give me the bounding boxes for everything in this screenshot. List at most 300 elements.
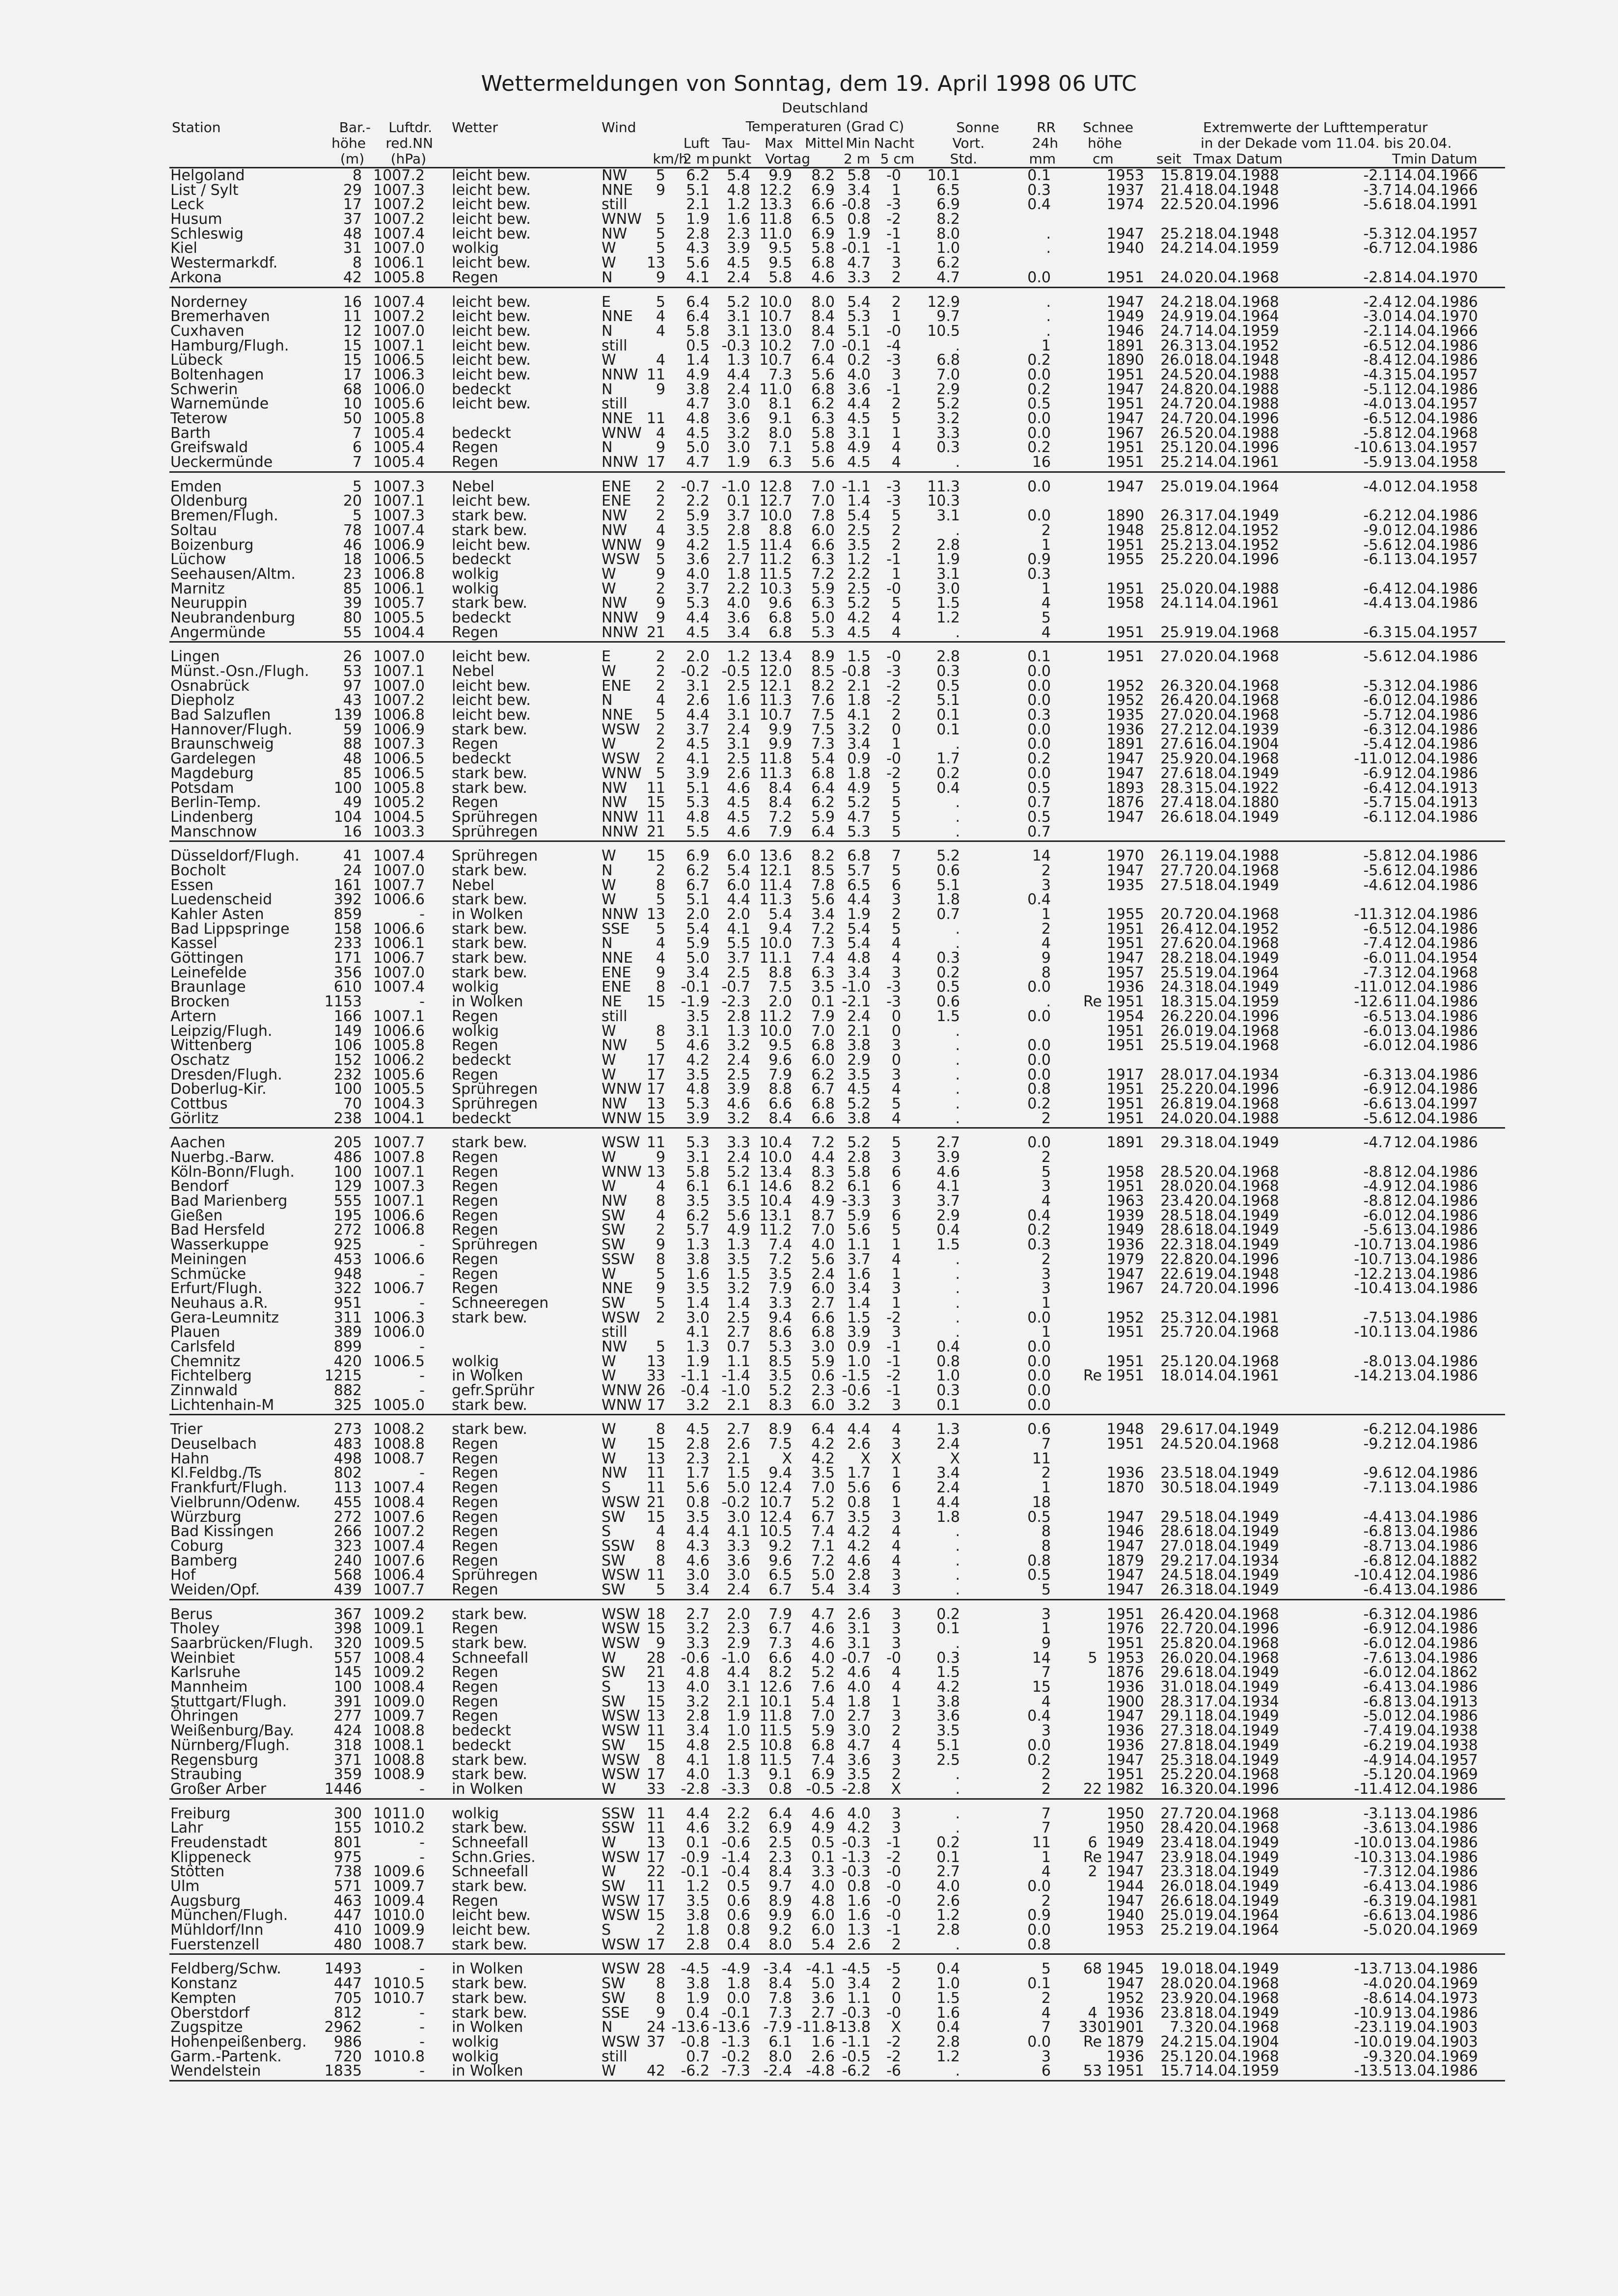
station-name: Boizenburg: [170, 536, 254, 554]
temp-min: 6.1: [847, 1178, 871, 1195]
temp-mean: 7.4: [811, 1751, 835, 1769]
station-name: Berus: [170, 1605, 213, 1623]
barometer-height: 277: [333, 1707, 362, 1725]
temp-mean: 7.0: [811, 478, 835, 495]
temp-night: 3: [891, 1396, 901, 1414]
pressure: 1003.3: [373, 823, 425, 840]
precipitation: 0.8: [1027, 1552, 1051, 1569]
station-name: Schmücke: [170, 1265, 247, 1283]
wind-direction: W: [602, 254, 616, 272]
temp-max: 9.5: [768, 240, 792, 257]
temp-night: 1: [891, 1265, 901, 1283]
wind-direction: still: [602, 337, 628, 354]
dew-point: -0.1: [721, 2004, 750, 2022]
temp-mean: 0.6: [811, 1367, 835, 1385]
temp-mean: 2.7: [811, 1294, 835, 1312]
temp-mean: 7.2: [811, 1552, 835, 1569]
header-luftdruck-1: Luftdr.: [388, 119, 432, 135]
tmin: -6.3: [1363, 1066, 1392, 1083]
wind-speed: 15: [646, 1693, 665, 1710]
temp-air: 4.4: [686, 706, 710, 724]
temp-mean: 4.8: [811, 1892, 835, 1910]
table-row: [169, 1150, 1505, 1165]
tmin: -4.4: [1363, 594, 1392, 612]
station-name: Berlin-Temp.: [170, 794, 261, 811]
station-name: Braunlage: [170, 978, 246, 996]
temp-night: X: [891, 1780, 901, 1798]
temp-max: 10.0: [759, 507, 792, 525]
temp-mean: 6.8: [811, 764, 835, 782]
wind-speed: 8: [656, 978, 665, 996]
dew-point: 4.6: [727, 1095, 750, 1112]
tmax-date: 20.04.1996: [1195, 1007, 1279, 1025]
dew-point: 3.2: [727, 1109, 750, 1127]
temp-min: 3.4: [847, 735, 871, 753]
weather: leicht bew.: [452, 492, 531, 510]
station-name: Chemnitz: [170, 1352, 241, 1370]
table-row: [169, 353, 1505, 368]
weather: Regen: [452, 1664, 498, 1681]
temp-night: 2: [891, 1766, 901, 1783]
sunshine: .: [955, 1567, 960, 1584]
wind-speed: 8: [656, 1751, 665, 1769]
temp-air: 5.5: [686, 823, 710, 840]
barometer-height: 17: [343, 366, 362, 383]
temp-mean: 8.4: [811, 308, 835, 325]
table-row: [169, 723, 1505, 737]
wind-speed: 8: [656, 876, 665, 894]
temp-night: 2: [891, 269, 901, 286]
station-name: Stötten: [170, 1863, 225, 1881]
temp-air: 0.1: [686, 1834, 710, 1851]
tmax: 26.3: [1160, 677, 1193, 695]
precipitation: 0.4: [1027, 196, 1051, 214]
barometer-height: 149: [333, 1022, 362, 1040]
tmax-date: 12.04.1939: [1195, 721, 1279, 738]
record-since: 1953: [1106, 1649, 1144, 1667]
temp-mean: 5.4: [811, 1581, 835, 1598]
sunshine: 6.9: [936, 196, 960, 214]
tmin: -6.9: [1363, 764, 1392, 782]
tmax: 25.9: [1160, 750, 1193, 768]
barometer-height: 322: [333, 1280, 362, 1297]
tmax: 27.6: [1160, 764, 1193, 782]
temp-mean: 7.3: [811, 935, 835, 952]
pressure: -: [419, 1834, 425, 1851]
temp-night: -0: [886, 1863, 901, 1881]
temp-mean: 6.3: [811, 964, 835, 981]
weather: Regen: [452, 1581, 498, 1598]
precipitation: 0.0: [1027, 1066, 1051, 1083]
wind-direction: N: [602, 692, 613, 709]
station-name: Warnemünde: [170, 395, 269, 413]
station-name: Aachen: [170, 1134, 225, 1152]
temp-min: 4.4: [847, 1421, 871, 1438]
temp-min: 1.6: [847, 1265, 871, 1283]
station-name: Lüchow: [170, 551, 226, 568]
header-seit: seit: [1156, 151, 1181, 167]
tmin: -13.5: [1354, 2062, 1392, 2080]
temp-night: -4: [886, 337, 901, 354]
wind-speed: 5: [656, 293, 665, 311]
precipitation: 3: [1041, 1722, 1051, 1740]
wind-direction: NNW: [602, 823, 638, 840]
record-since: 1951: [1106, 1080, 1144, 1098]
tmin: -10.0: [1354, 2033, 1392, 2051]
temp-night: -1: [886, 225, 901, 243]
weather: stark bew.: [452, 920, 527, 938]
temp-air: 3.1: [686, 1149, 710, 1166]
tmax-date: 20.04.1988: [1195, 395, 1279, 413]
tmax: 16.3: [1160, 1780, 1193, 1798]
tmax-date: 20.04.1996: [1195, 1620, 1279, 1638]
wind-speed: 9: [656, 1635, 665, 1652]
tmax: 26.6: [1160, 808, 1193, 826]
station-name: Erfurt/Flugh.: [170, 1280, 263, 1297]
tmin: -4.0: [1363, 395, 1392, 413]
tmax: 25.0: [1160, 478, 1193, 495]
wind-direction: NW: [602, 779, 628, 797]
precipitation: 0.0: [1027, 978, 1051, 996]
station-name: Greifswald: [170, 439, 248, 457]
temp-mean: 0.5: [811, 1834, 835, 1851]
station-name: Münst.-Osn./Flugh.: [170, 663, 309, 680]
temp-mean: 6.5: [811, 211, 835, 228]
temp-mean: 8.5: [811, 663, 835, 680]
tmax-date: 19.04.1964: [1195, 1921, 1279, 1939]
station-name: Konstanz: [170, 1975, 238, 1993]
pressure: 1007.7: [373, 1134, 425, 1152]
barometer-height: 41: [343, 847, 362, 865]
temp-max: 12.4: [759, 1508, 792, 1526]
wind-speed: 17: [646, 1066, 665, 1083]
sunshine: 1.8: [936, 891, 960, 909]
weather: in Wolken: [452, 1780, 523, 1798]
sunshine: .: [955, 1537, 960, 1555]
wind-direction: NW: [602, 1464, 628, 1482]
pressure: 1005.4: [373, 424, 425, 442]
wind-speed: 9: [656, 181, 665, 199]
tmax-date: 18.04.1949: [1195, 949, 1279, 967]
barometer-height: 389: [333, 1324, 362, 1341]
precipitation: 0.0: [1027, 1921, 1051, 1939]
station-name: Neubrandenburg: [170, 609, 296, 626]
wind-speed: 2: [656, 663, 665, 680]
wind-speed: 17: [646, 1936, 665, 1953]
record-since: 1891: [1106, 1134, 1144, 1152]
dew-point: 3.4: [727, 623, 750, 641]
station-name: Carlsfeld: [170, 1338, 236, 1355]
tmax: 25.1: [1160, 1352, 1193, 1370]
wind-speed: 4: [656, 351, 665, 369]
pressure: 1007.0: [373, 677, 425, 695]
station-name: Lindenberg: [170, 808, 253, 826]
tmin-date: 19.04.1903: [1394, 2033, 1478, 2051]
station-name: Boltenhagen: [170, 366, 264, 383]
station-group: [169, 168, 1505, 288]
tmax-date: 18.04.1949: [1195, 1878, 1279, 1895]
temp-air: 4.4: [686, 1805, 710, 1822]
pressure: 1006.8: [373, 1221, 425, 1239]
dew-point: 2.4: [727, 380, 750, 398]
sunshine: 3.1: [936, 507, 960, 525]
temp-night: -3: [886, 663, 901, 680]
tmin: -4.6: [1363, 876, 1392, 894]
dew-point: 2.0: [727, 906, 750, 923]
tmax-date: 14.04.1959: [1195, 322, 1279, 340]
sunshine: .: [955, 1309, 960, 1326]
weather: leicht bew.: [452, 1907, 531, 1924]
station-name: Angermünde: [170, 623, 266, 641]
tmax: 27.0: [1160, 706, 1193, 724]
wind-speed: 13: [646, 1163, 665, 1181]
temp-mean: 6.8: [811, 1736, 835, 1754]
weather: stark bew.: [452, 764, 527, 782]
weather: leicht bew.: [452, 351, 531, 369]
tmin: -4.0: [1363, 1975, 1392, 1993]
weather: Regen: [452, 1435, 498, 1453]
pressure: 1007.4: [373, 293, 425, 311]
tmin-date: 12.04.1986: [1394, 1037, 1478, 1054]
station-name: Weiden/Opf.: [170, 1581, 260, 1598]
station-name: Freiburg: [170, 1805, 231, 1822]
table-row: [169, 1038, 1505, 1053]
weather: Nebel: [452, 663, 494, 680]
precipitation: 1: [1041, 536, 1051, 554]
temp-max: 6.5: [768, 1567, 792, 1584]
temp-night: 3: [891, 1280, 901, 1297]
sunshine: 10.5: [927, 322, 960, 340]
station-name: Luedenscheid: [170, 891, 273, 909]
temp-mean: 6.7: [811, 1508, 835, 1526]
wind-direction: W: [602, 1149, 616, 1166]
tmax-date: 12.04.1952: [1195, 521, 1279, 539]
wind-speed: 15: [646, 1907, 665, 1924]
dew-point: 0.7: [727, 1338, 750, 1355]
temp-mean: 7.1: [811, 1537, 835, 1555]
temp-min: 4.2: [847, 1537, 871, 1555]
temp-min: 2.4: [847, 1007, 871, 1025]
temp-night: -1: [886, 380, 901, 398]
wind-direction: E: [602, 293, 611, 311]
dew-point: 1.5: [727, 1265, 750, 1283]
barometer-height: 55: [343, 623, 362, 641]
tmin-date: 12.04.1986: [1394, 536, 1478, 554]
precipitation: 14: [1032, 1649, 1051, 1667]
pressure: 1006.5: [373, 551, 425, 568]
station-name: Zinnwald: [170, 1382, 238, 1399]
wind-speed: 4: [656, 521, 665, 539]
header-sonne-1: Sonne: [956, 119, 999, 135]
temp-air: 2.2: [686, 492, 710, 510]
temp-min: 3.1: [847, 1635, 871, 1652]
tmax: 24.7: [1160, 395, 1193, 413]
precipitation: 1: [1041, 1620, 1051, 1638]
tmax: 26.0: [1160, 351, 1193, 369]
temp-max: 6.7: [768, 1581, 792, 1598]
dew-point: 0.5: [727, 1878, 750, 1895]
temp-max: 8.9: [768, 1421, 792, 1438]
temp-mean: 3.0: [811, 1338, 835, 1355]
table-row: [169, 1821, 1505, 1836]
tmin-date: 20.04.1969: [1394, 1766, 1478, 1783]
temp-max: 7.9: [768, 1605, 792, 1623]
temp-night: -1: [886, 551, 901, 568]
dew-point: -0.2: [721, 1493, 750, 1511]
tmax-date: 18.04.1949: [1195, 808, 1279, 826]
weather: Regen: [452, 1464, 498, 1482]
tmin-date: 12.04.1986: [1394, 1080, 1478, 1098]
temp-air: 5.1: [686, 181, 710, 199]
precipitation: 4: [1041, 2004, 1051, 2022]
wind-speed: 11: [646, 1134, 665, 1152]
tmin-date: 12.04.1986: [1394, 380, 1478, 398]
tmin: -5.7: [1363, 706, 1392, 724]
wind-direction: SSW: [602, 1537, 635, 1555]
tmin: -5.1: [1363, 1766, 1392, 1783]
dew-point: 2.7: [727, 551, 750, 568]
tmax: 27.2: [1160, 721, 1193, 738]
barometer-height: 311: [333, 1309, 362, 1326]
record-since: 1947: [1106, 1567, 1144, 1584]
dew-point: 0.6: [727, 1907, 750, 1924]
precipitation: 18: [1032, 1493, 1051, 1511]
tmin-date: 14.04.1957: [1394, 1751, 1478, 1769]
tmax: 18.0: [1160, 1367, 1193, 1385]
dew-point: 4.4: [727, 1664, 750, 1681]
tmax: 27.7: [1160, 1805, 1193, 1822]
sunshine: .: [955, 1635, 960, 1652]
barometer-height: 20: [343, 492, 362, 510]
table-row: [169, 1466, 1505, 1481]
temp-night: -2: [886, 1848, 901, 1866]
tmax-date: 14.04.1959: [1195, 240, 1279, 257]
weather: Regen: [452, 1192, 498, 1210]
tmax-date: 15.04.1959: [1195, 993, 1279, 1011]
wind-speed: 13: [646, 1450, 665, 1467]
tmin-date: 12.04.1986: [1394, 1863, 1478, 1881]
temp-min: 4.9: [847, 779, 871, 797]
temp-air: 3.5: [686, 1007, 710, 1025]
tmax-date: 19.04.1948: [1195, 1265, 1279, 1283]
temp-max: 9.5: [768, 1037, 792, 1054]
sunshine: 1.5: [936, 1664, 960, 1681]
weather: leicht bew.: [452, 211, 531, 228]
temp-night: 3: [891, 1508, 901, 1526]
temp-max: 7.2: [768, 1250, 792, 1268]
temp-max: 13.4: [759, 648, 792, 666]
tmax-date: 18.04.1949: [1195, 1960, 1279, 1978]
temp-max: 8.4: [768, 1863, 792, 1881]
table-row: [169, 1495, 1505, 1510]
temp-min: 5.4: [847, 507, 871, 525]
station-name: Diepholz: [170, 692, 235, 709]
tmax: 23.3: [1160, 1863, 1193, 1881]
temp-min: 3.2: [847, 721, 871, 738]
pressure: 1005.0: [373, 1396, 425, 1414]
tmax-date: 20.04.1968: [1195, 1989, 1279, 2007]
dew-point: 4.4: [727, 366, 750, 383]
tmin: -5.8: [1363, 847, 1392, 865]
header-bar-hoehe-3: (m): [340, 151, 364, 167]
temp-max: 6.1: [768, 2033, 792, 2051]
tmin-date: 13.04.1986: [1394, 1878, 1478, 1895]
temp-min: 1.9: [847, 906, 871, 923]
temp-air: 4.3: [686, 240, 710, 257]
sunshine: .: [955, 1766, 960, 1783]
pressure: 1006.8: [373, 706, 425, 724]
temp-min: 5.6: [847, 1221, 871, 1239]
snow-depth: Re: [1083, 1848, 1102, 1866]
barometer-height: 85: [343, 764, 362, 782]
sunshine: .: [955, 1265, 960, 1283]
temp-min: 3.8: [847, 1109, 871, 1127]
precipitation: 0.1: [1027, 648, 1051, 666]
wind-speed: 28: [646, 1960, 665, 1978]
barometer-height: 195: [333, 1207, 362, 1224]
pressure: 1007.6: [373, 1552, 425, 1569]
temp-max: 8.1: [768, 395, 792, 413]
temp-night: -3: [886, 478, 901, 495]
temp-min: 1.8: [847, 692, 871, 709]
dew-point: 3.3: [727, 1537, 750, 1555]
tmax: 25.1: [1160, 439, 1193, 457]
barometer-height: 24: [343, 862, 362, 879]
wind-speed: 15: [646, 993, 665, 1011]
temp-min: 1.3: [847, 1921, 871, 1939]
snow-depth: 4: [1088, 2004, 1097, 2022]
wind-speed: 4: [656, 308, 665, 325]
tmax-date: 19.04.1968: [1195, 623, 1279, 641]
record-since: 1945: [1106, 1960, 1144, 1978]
temp-mean: -0.5: [806, 1780, 835, 1798]
barometer-height: 320: [333, 1635, 362, 1652]
table-row: [169, 368, 1505, 382]
table-row: [169, 679, 1505, 694]
temp-mean: 6.2: [811, 1066, 835, 1083]
temp-mean: 6.3: [811, 410, 835, 427]
station-name: Wasserkuppe: [170, 1236, 269, 1254]
barometer-height: 100: [333, 779, 362, 797]
station-name: Schleswig: [170, 225, 244, 243]
weather: stark bew.: [452, 1605, 527, 1623]
temp-air: 3.9: [686, 1109, 710, 1127]
header-wind: Wind: [602, 119, 636, 135]
temp-air: 4.9: [686, 366, 710, 383]
tmin: -5.6: [1363, 196, 1392, 214]
temp-mean: 3.5: [811, 1464, 835, 1482]
temp-night: 3: [891, 964, 901, 981]
temp-min: 5.7: [847, 862, 871, 879]
record-since: 1951: [1106, 1324, 1144, 1341]
table-row: [169, 1165, 1505, 1180]
precipitation: 11: [1032, 1834, 1051, 1851]
sunshine: 0.1: [936, 1848, 960, 1866]
tmax: 25.2: [1160, 225, 1193, 243]
temp-mean: 8.5: [811, 862, 835, 879]
tmax-date: 18.04.1949: [1195, 1464, 1279, 1482]
tmin: -6.3: [1363, 1892, 1392, 1910]
tmin: -7.3: [1363, 964, 1392, 981]
table-row: [169, 892, 1505, 907]
wind-speed: 24: [646, 2019, 665, 2036]
pressure: 1005.8: [373, 779, 425, 797]
dew-point: 4.5: [727, 254, 750, 272]
tmax: 26.6: [1160, 1892, 1193, 1910]
wind-direction: S: [602, 1523, 611, 1540]
tmax: 26.2: [1160, 1007, 1193, 1025]
dew-point: 1.3: [727, 1766, 750, 1783]
